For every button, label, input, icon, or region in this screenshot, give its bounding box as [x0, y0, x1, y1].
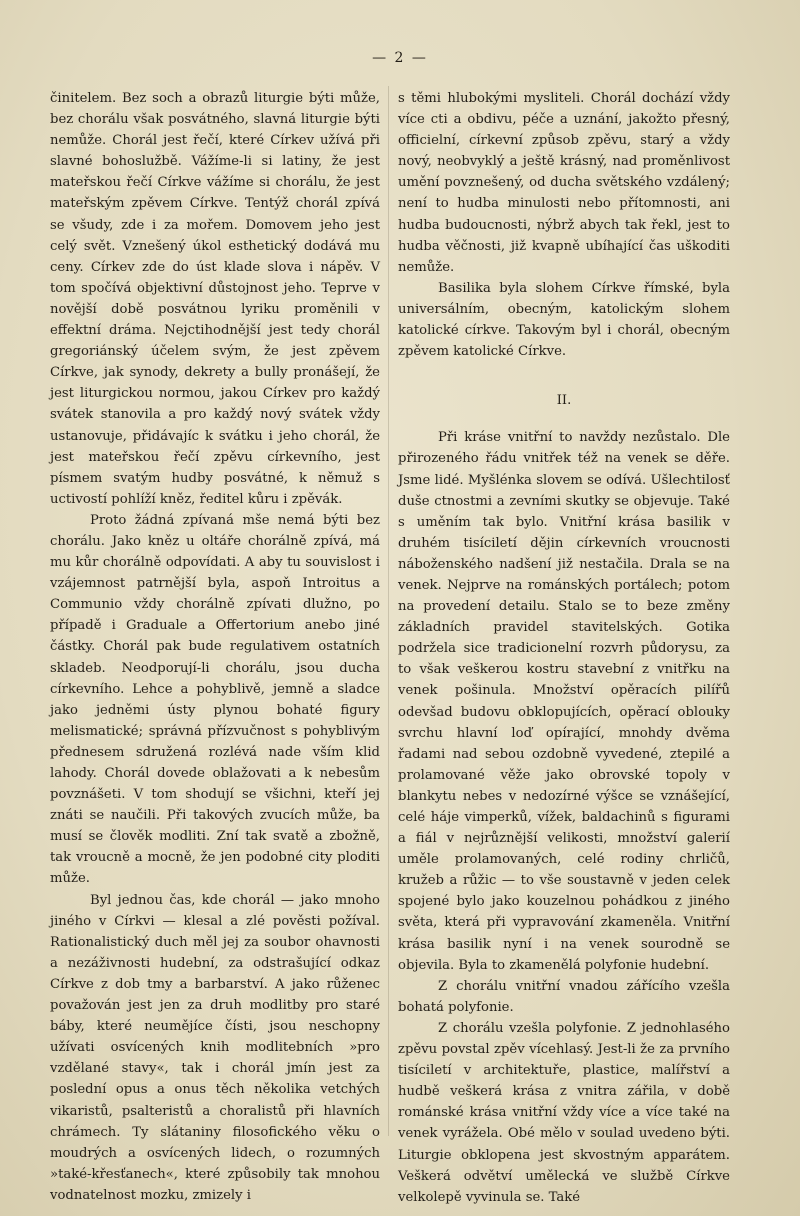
section-heading: II. [556, 393, 572, 409]
paragraph: Proto žádná zpívaná mše nemá býti bez chorálu. Jako kněz u oltáře chorálně zpívá, má mu kůr chorálně odpovídati. A aby tu souvislost i vzájemnost patrnější byla, aspoň Introitus a Communio vždy chorálně zpívati dlužno, po případě i Graduale a Offertorium anebo jiné částky. Chorál pak bude regulativem ostatních skladeb. Neodporují-li chorálu, jsou ducha církevního. Lehce a pohyblivě, jemně a sladce jako jedněmi ústy plynou bohaté figury melismatické; správná přízvučnost s pohyblivým přednesem sdružená rozlévá nade vším klid lahody. Chorál dovede oblažovati a k nebesům povznášeti. V tom shodují se všichni, kteří jej znáti se naučili. Při takových zvucích může, ba musí se člověk modliti. Zní tak svatě a zbožně, tak vroucně a mocně, že jen podobné city ploditi může. [50, 512, 380, 887]
paragraph: činitelem. Bez soch a obrazů liturgie býti může, bez chorálu však posvátného, slavná liturgie býti nemůže. Chorál jest řečí, které Církev užívá při slavné bohoslužbě. Vážíme-li si latiny, že jest mateřskou řečí Církve vážíme si chorálu, že jest mateřským zpěvem Církve. Tentýž chorál zpívá se všudy, zde i za mořem. Domovem jeho jest celý svět. Vznešený úkol esthetický dodává mu ceny. Církev zde do úst klade slova i nápěv. V tom spočívá objektivní důstojnost jeho. Teprve v novější době posvátnou lyriku proměnili v effektní dráma. Nejctihodnější jest tedy chorál gregoriánský účelem svým, že jest zpěvem Církve, jak synody, dekrety a bully pronášejí, že jest liturgickou normou, jakou Církev pro každý svátek stanovila a pro každý nový svátek vždy ustanovuje, přidávajíc k svátku i jeho chorál, že jest mateřskou řečí zpěvu církevního, jest písmem svatým hudby posvátné, k němuž s uctivostí pohlíží kněz, ředitel kůru i zpěvák. [50, 91, 380, 507]
paragraph: Z chorálu vzešla polyfonie. Z jednohlasého zpěvu povstal zpěv vícehlasý. Jest-li že za prvního tisíciletí v architektuře, plastice, malířství a hudbě veškerá krása z vnitra zářila, v době románské krása vnitřní vždy více a více také na venek vyrážela. Obé mělo v soulad uvedeno býti. Liturgie obklopena jest skvostným apparátem. Veškerá odvětví umělecká ve službě Církve velkolepě vyvinula se. Také [398, 1020, 730, 1205]
paragraph: s těmi hlubokými mysliteli. Chorál dochází vždy více cti a obdivu, péče a uznání, jakožto přesný, officielní, církevní způsob zpěvu, starý a vždy nový, neobvyklý a ještě krásný, nad proměnlivost umění povznešený, od ducha světského vzdálený; není to hudba minulosti nebo přítomnosti, ani hudba budoucnosti, nýbrž abych tak řekl, jest to hudba věčnosti, již kvapně ubíhající čas uškoditi nemůže. [398, 91, 730, 275]
left-column [50, 88, 380, 1206]
paragraph: Byl jednou čas, kde chorál — jako mnoho jiného v Církvi — klesal a zlé pověsti požíval. Rationalistický duch měl jej za soubor ohavnosti a nezáživnosti hudební, za odstrašující odkaz Církve z dob tmy a barbarství. A jako růženec považován jest jen za druh modlitby pro staré báby, které neumějíce čísti, jsou neschopny užívati osvícených knih modlitebních »pro vzdělané stavy«, tak i chorál jmín jest za poslední opus a onus těch několika vetchých vikaristů, psalteristů a choralistů při hlavních chrámech. Ty slátaniny filosofického věku o moudrých a osvícených lidech, o rozumných »také-křesťanech«, které způsobily tak mnohou vodnatelnost mozku, zmizely i [50, 892, 380, 1203]
paragraph: Basilika byla slohem Církve římské, byla universálním, obecným, katolickým slohem katolické církve. Takovým byl i chorál, obecným zpěvem katolické Církve. [398, 280, 730, 360]
centered-sentence: Z chorálu vnitřní vnadou zářícího vzešla bohatá polyfonie. [398, 978, 730, 1015]
right-column [398, 88, 730, 1208]
page-number: — 2 — [372, 50, 428, 66]
paragraph: Při kráse vnitřní to navždy nezůstalo. Dle přirozeného řádu vnitřek též na venek se děře. Jsme lidé. Myšlénka slovem se odívá. Ušlechtilosť duše ctnostmi a zevními skutky se objevuje. Také s uměním tak bylo. Vnitřní krása basilik v druhém tisíciletí dějin církevních vroucnosti náboženského nadšení již nestačila. Drala se na venek. Nejprve na románských portálech; potom na provedení detailu. Stalo se to beze změny základních pravidel stavitelských. Gotika podržela sice tradicionelní rozvrh půdorysu, za to však veškerou kostru stavební z vnitřku na venek pošinula. Množství opěracích pilířů odevšad budovu obklopujících, opěrací oblouky svrchu hlavní loď opírající, mnohdy dvěma řadami nad sebou ozdobně vyvedené, ztepilé a prolamované věže jako obrovské topoly v blankytu nebes v nedozírné výšce se vznášející, celé háje vimperků, vížek, baldachinů s figurami a fiál v nejrůznější velikosti, množství galerií uměle prolamovaných, celé rodiny chrličů, kružeb a růžic — to vše soustavně v jeden celek spojené bylo jako kouzelnou pohádkou z jiného světa, která při vypravování zkameněla. Vnitřní krása basilik nyní i na venek sourodně se objevila. Byla to zkamenělá polyfonie hudební. [398, 430, 730, 973]
column-divider [388, 86, 389, 1136]
